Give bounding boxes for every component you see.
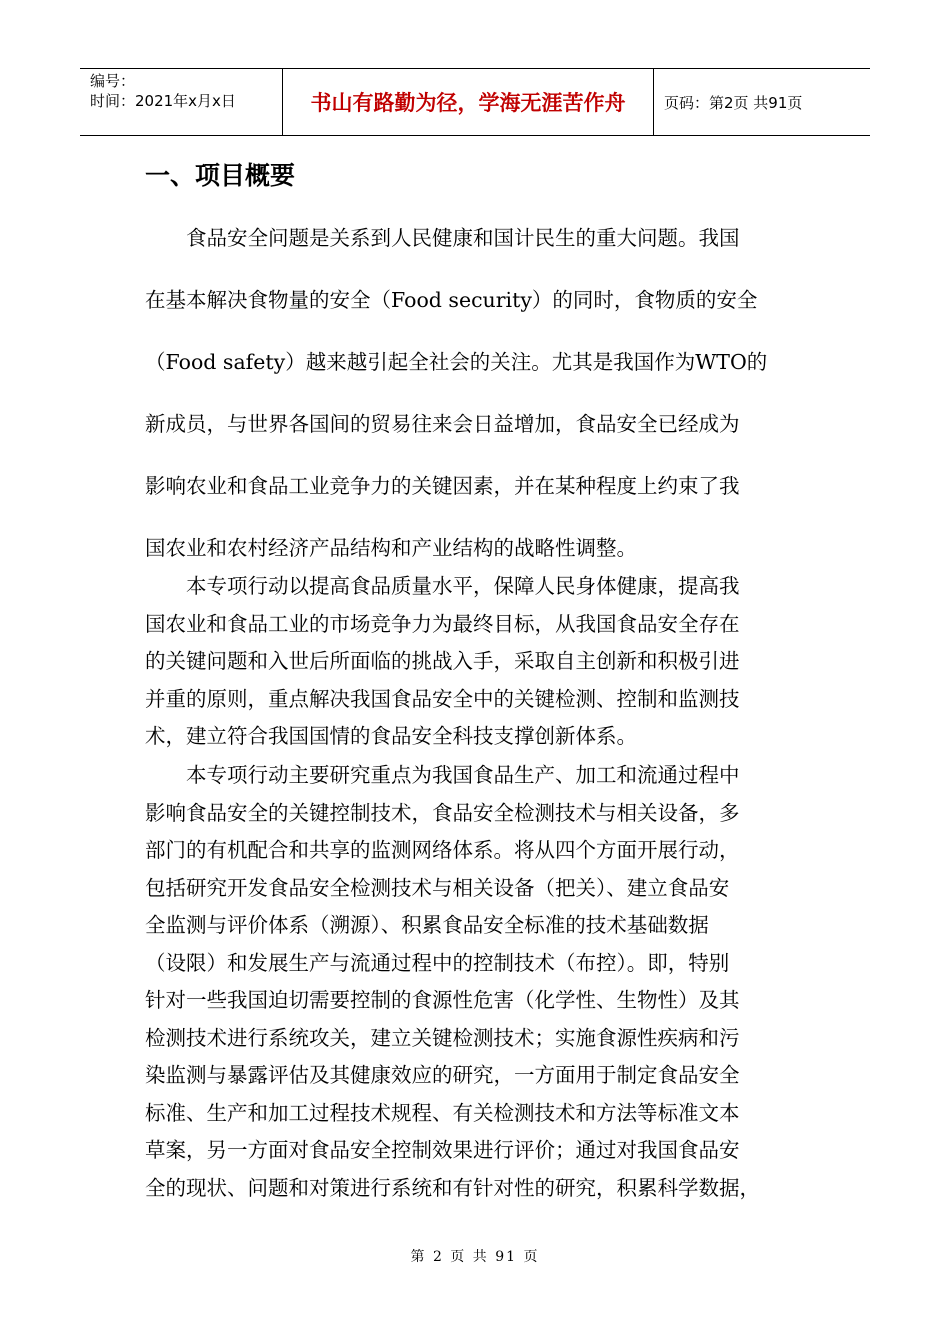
paragraph-line: 影响食品安全的关键控制技术，食品安全检测技术与相关设备，多: [145, 800, 740, 825]
paragraph-3: [145, 757, 810, 1207]
paragraph-line: 术，建立符合我国国情的食品安全科技支撑创新体系。: [145, 724, 637, 748]
paragraph-line: 针对一些我国迫切需要控制的食源性危害（化学性、生物性）及其: [145, 988, 740, 1012]
paragraph-line: 在基本解决食物量的安全（Food security）的同时，食物质的安全: [145, 288, 758, 312]
paragraph-line: （设限）和发展生产与流通过程中的控制技术（布控）。即，特别: [145, 950, 730, 975]
paragraph-line: 标准、生产和加工过程技术规程、有关检测技术和方法等标准文本: [145, 1100, 740, 1125]
paragraph-line: 国农业和农村经济产品结构和产业结构的战略性调整。: [145, 536, 637, 560]
header-meta: [80, 69, 282, 135]
paragraph-line: 检测技术进行系统攻关，建立关键检测技术；实施食源性疾病和污: [145, 1025, 740, 1050]
paragraph-line: 全的现状、问题和对策进行系统和有针对性的研究，积累科学数据，: [145, 1175, 760, 1200]
paragraph-line: 本专项行动以提高食品质量水平，保障人民身体健康，提高我: [186, 574, 740, 598]
paragraph-line: 部门的有机配合和共享的监测网络体系。将从四个方面开展行动，: [145, 838, 740, 862]
header-motto: 书山有路勤为径，学海无涯苦作舟: [310, 91, 626, 115]
page-header: [80, 68, 870, 136]
paragraph-1: [145, 207, 810, 579]
header-page-info: 页码：第2页 共91页: [664, 93, 803, 112]
paragraph-line: 的关键问题和入世后所面临的挑战入手，采取自主创新和积极引进: [145, 649, 740, 673]
paragraph-line: 草案，另一方面对食品安全控制效果进行评价；通过对我国食品安: [145, 1138, 740, 1162]
paragraph-line: 食品安全问题是关系到人民健康和国计民生的重大问题。我国: [186, 226, 740, 250]
paragraph-line: 影响农业和食品工业竞争力的关键因素，并在某种程度上约束了我: [145, 474, 740, 498]
header-date: 时间：2021年x月x日: [90, 92, 236, 110]
paragraph-2: [145, 568, 810, 756]
paragraph-line: 新成员，与世界各国间的贸易往来会日益增加，食品安全已经成为: [145, 412, 740, 436]
paragraph-line: 国农业和食品工业的市场竞争力为最终目标，从我国食品安全存在: [145, 611, 740, 636]
header-number-label: 编号：: [90, 72, 136, 90]
section-title: 一、项目概要: [145, 161, 296, 190]
page-footer: 第 2 页 共 91 页: [410, 1249, 540, 1265]
paragraph-line: 全监测与评价体系（溯源）、积累食品安全标准的技术基础数据: [145, 913, 709, 937]
paragraph-line: 包括研究开发食品安全检测技术与相关设备（把关）、建立食品安: [145, 875, 730, 900]
header-motto-cell: [282, 69, 654, 135]
paragraph-line: 染监测与暴露评估及其健康效应的研究，一方面用于制定食品安全: [145, 1063, 740, 1087]
paragraph-line: （Food safety）越来越引起全社会的关注。尤其是我国作为WTO的: [145, 350, 768, 374]
header-page-cell: [654, 69, 870, 135]
paragraph-line: 本专项行动主要研究重点为我国食品生产、加工和流通过程中: [186, 763, 740, 787]
paragraph-line: 并重的原则，重点解决我国食品安全中的关键检测、控制和监测技: [145, 686, 740, 711]
